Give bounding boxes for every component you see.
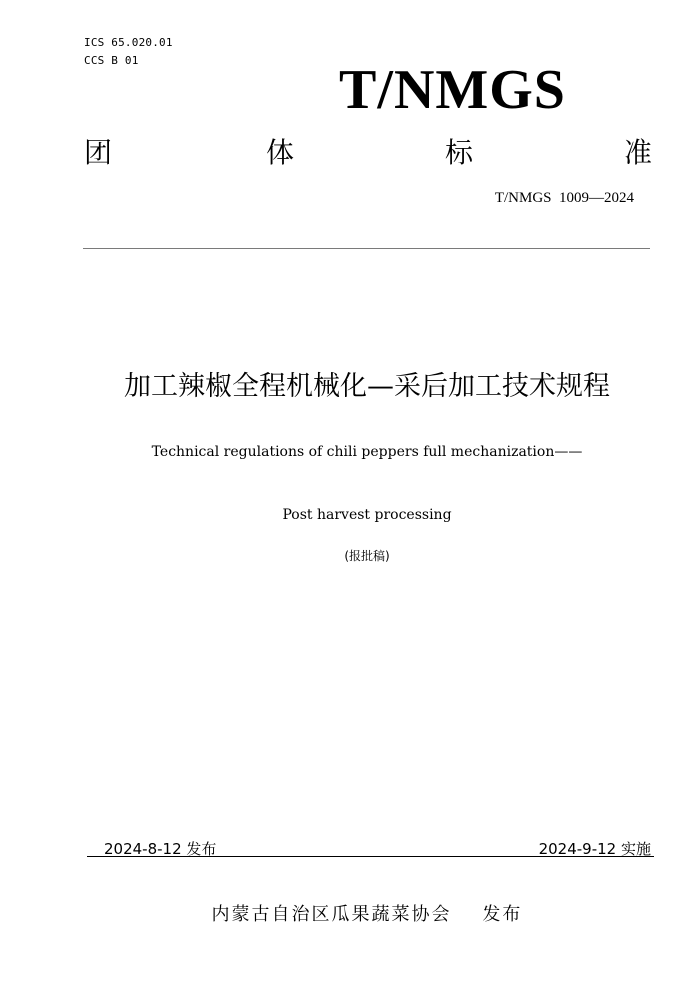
standard-type-char: 标 [445,136,474,169]
standard-type-char: 准 [624,136,653,169]
header-divider [83,248,650,249]
implementation-date: 2024-9-12 实施 [538,840,651,858]
document-title-chinese: 加工辣椒全程机械化—采后加工技术规程 [124,371,610,402]
ics-code: ICS 65.020.01 [84,36,173,49]
standard-number: T/NMGS 1009—2024 [494,190,634,206]
standard-type-char: 团 [84,136,113,169]
standard-type-char: 体 [266,136,295,169]
footer-divider [87,856,654,857]
ccs-code: CCS B 01 [84,54,139,67]
standard-brand-mark: T/NMGS [339,59,566,121]
publisher: 内蒙古自治区瓜果蔬菜协会 发布 [211,904,523,925]
document-title-english-line2: Post harvest processing [282,507,452,523]
issue-date: 2024-8-12 发布 [104,840,217,858]
draft-status: (报批稿) [344,549,390,563]
document-title-english-line1: Technical regulations of chili peppers full mechanization—— [151,444,583,460]
